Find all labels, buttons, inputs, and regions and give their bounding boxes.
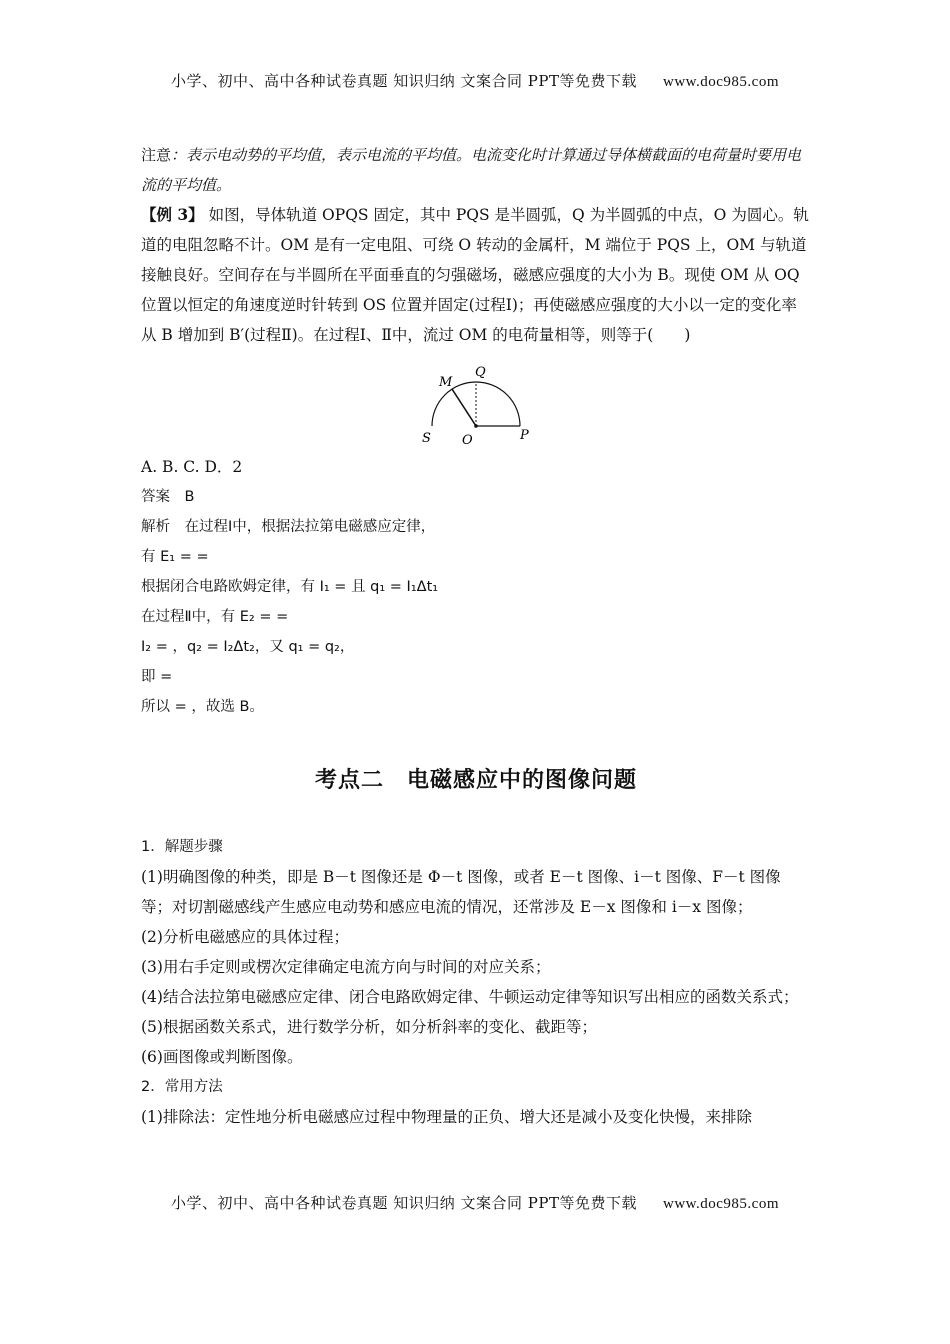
- analysis-label: 解析: [141, 519, 170, 535]
- analysis-line-1: [141, 512, 811, 542]
- note-lead: 注意: [141, 146, 172, 164]
- example-paragraph: [141, 200, 811, 350]
- label-q: Q: [475, 365, 486, 380]
- rod-om: [452, 389, 476, 426]
- method-item-1: (1)排除法：定性地分析电磁感应过程中物理量的正负、增大还是减小及变化快慢，来排除: [141, 1108, 752, 1126]
- step-item-3: (3)用右手定则或楞次定律确定电流方向与时间的对应关系；: [141, 958, 551, 976]
- step-item-4: (4)结合法拉第电磁感应定律、闭合电路欧姆定律、牛顿运动定律等知识写出相应的函数关系式；: [141, 988, 799, 1006]
- steps-title: 1．解题步骤: [141, 839, 223, 855]
- analysis-line-4: 在过程Ⅱ中，有 E₂ = =: [141, 609, 289, 625]
- answer-value: B: [184, 489, 195, 505]
- analysis-line-7: 所以 = ，故选 B。: [141, 699, 264, 715]
- note-text: ：表示电动势的平均值，表示电流的平均值。电流变化时计算通过导体横截面的电荷量时要用电流的平均值。: [141, 146, 802, 194]
- label-m: M: [439, 375, 453, 390]
- answer-options: A. B. C. D．2: [141, 458, 243, 476]
- answer-line: [141, 482, 811, 512]
- footer-text: 小学、初中、高中各种试卷真题 知识归纳 文案合同 PPT等免费下载: [170, 1194, 637, 1212]
- example-label: 【例 3】: [141, 205, 204, 224]
- step-item-2: (2)分析电磁感应的具体过程；: [141, 928, 349, 946]
- analysis-line-6: 即 =: [141, 669, 173, 685]
- answer-label: 答案: [141, 489, 170, 505]
- analysis-line-5: I₂ = ，q₂ = I₂Δt₂，又 q₁ = q₂，: [141, 639, 355, 655]
- section-title: 考点二 电磁感应中的图像问题: [314, 768, 637, 793]
- analysis-text-1: 在过程Ⅰ中，根据法拉第电磁感应定律，: [184, 519, 436, 535]
- page-header: [0, 70, 950, 91]
- footer-site: www.doc985.com: [662, 1196, 779, 1212]
- page-footer: [0, 1192, 950, 1213]
- semicircle-diagram: [419, 356, 549, 446]
- analysis-line-2: 有 E₁ = =: [141, 549, 209, 565]
- step-item-1: (1)明确图像的种类，即是 B－t 图像还是 Φ－t 图像，或者 E－t 图像、i－t 图像、F－t 图像等；对切割磁感线产生感应电动势和感应电流的情况，还常涉及 E－x 图像和 i－x 图像；: [141, 868, 781, 916]
- label-o: O: [462, 433, 473, 446]
- methods-title: 2．常用方法: [141, 1079, 223, 1095]
- label-p: P: [520, 428, 529, 443]
- document-body: [141, 140, 811, 1132]
- step-item-6: (6)画图像或判断图像。: [141, 1048, 303, 1066]
- analysis-line-3: 根据闭合电路欧姆定律，有 I₁ = 且 q₁ = I₁Δt₁: [141, 579, 439, 595]
- note-paragraph: [141, 140, 811, 200]
- label-s: S: [422, 431, 431, 446]
- center-point-o: [474, 424, 478, 428]
- step-item-5: (5)根据函数关系式，进行数学分析，如分析斜率的变化、截距等；: [141, 1018, 597, 1036]
- example-text: 如图，导体轨道 OPQS 固定，其中 PQS 是半圆弧，Q 为半圆弧的中点，O 为圆心。轨道的电阻忽略不计。OM 是有一定电阻、可绕 O 转动的金属杆，M 端位于 PQS 上，OM 与轨道接触良好。空间存在与半圆所在平面垂直的匀强磁场，磁感应强度的大小为 B。现使 OM 从 OQ 位置以恒定的角速度逆时针转到 OS 位置并固定(过程Ⅰ)；再使磁感应强度的大小以一定的变化率从 B 增加到 B′(过程Ⅱ)。在过程Ⅰ、Ⅱ中，流过 OM 的电荷量相等，则等于( ): [141, 206, 809, 344]
- semicircle-figure: [141, 356, 811, 448]
- header-text: 小学、初中、高中各种试卷真题 知识归纳 文案合同 PPT等免费下载: [170, 72, 637, 90]
- header-site: www.doc985.com: [662, 74, 779, 90]
